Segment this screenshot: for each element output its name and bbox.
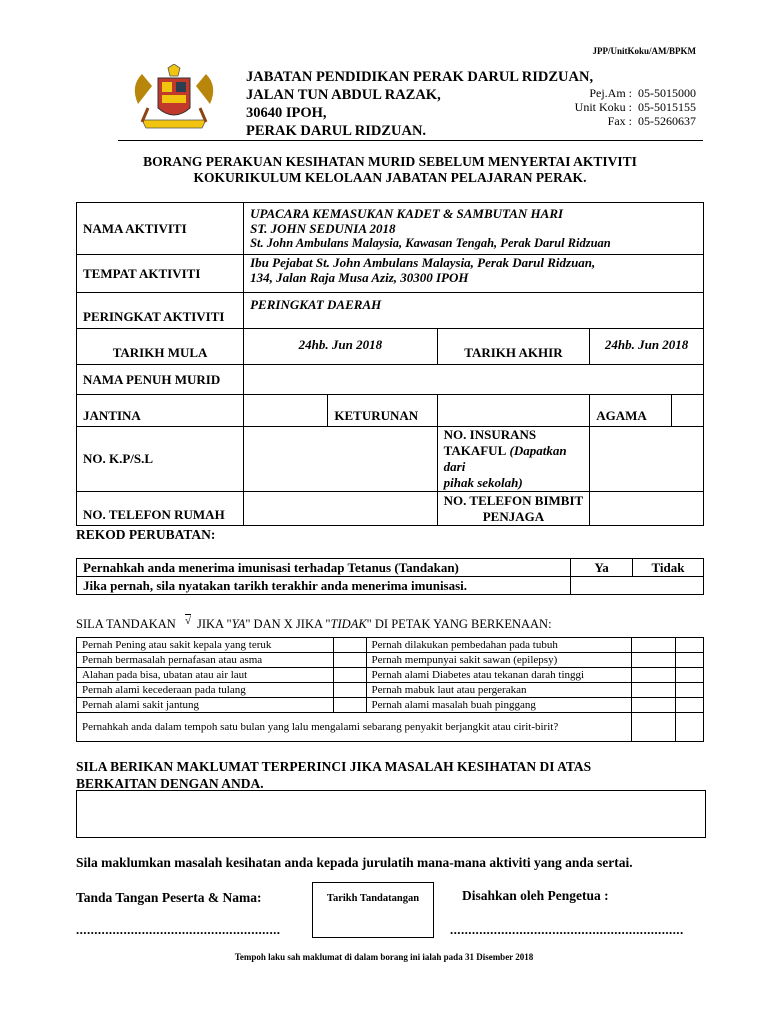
fullname-field[interactable] — [244, 365, 704, 395]
condition-checkbox[interactable] — [676, 698, 704, 713]
condition-right: Pernah alami Diabetes atau tekanan darah tinggi — [366, 668, 632, 683]
home-phone-label: NO. TELEFON RUMAH — [77, 492, 244, 526]
guardian-phone-label: NO. TELEFON BIMBIT PENJAGA — [437, 492, 590, 526]
reference-code: JPP/UnitKoku/AM/BPKM — [592, 46, 696, 56]
infection-question: Pernahkah anda dalam tempoh satu bulan yang lalu mengalami sebarang penyakit berjangkit atau cirit-birit? — [77, 713, 632, 742]
details-heading: SILA BERIKAN MAKLUMAT TERPERINCI JIKA MASALAH KESIHATAN DI ATAS BERKAITAN DENGAN ANDA. — [76, 759, 592, 791]
condition-checkbox[interactable] — [676, 638, 704, 653]
student-info-table — [76, 202, 704, 526]
condition-right: Pernah mempunyai sakit sawan (epilepsy) — [366, 653, 632, 668]
condition-left: Pernah alami kecederaan pada tulang — [77, 683, 334, 698]
contact-value: 05-5015000 — [638, 86, 696, 100]
details-textbox[interactable] — [76, 790, 706, 838]
ic-label: NO. K.P/S.L — [77, 427, 244, 492]
health-conditions-table — [76, 637, 704, 742]
principal-signature-line[interactable]: ................................................................ — [450, 922, 684, 937]
gender-label: JANTINA — [77, 395, 244, 427]
race-label: KETURUNAN — [328, 395, 437, 427]
condition-right: Pernah mabuk laut atau pergerakan — [366, 683, 632, 698]
participant-signature-line[interactable]: ........................................................ — [76, 922, 281, 937]
activity-name-value: UPACARA KEMASUKAN KADET & SAMBUTAN HARI ST. JOHN SEDUNIA 2018 St. John Ambulans Malaysia, Kawasan Tengah, Perak Darul Ridzuan — [244, 203, 704, 255]
tetanus-no-option[interactable]: Tidak — [633, 559, 704, 577]
condition-checkbox[interactable] — [632, 683, 676, 698]
tick-icon: √ — [184, 615, 191, 627]
immunization-table — [76, 558, 704, 595]
start-date-label: TARIKH MULA — [77, 329, 244, 365]
condition-checkbox[interactable] — [333, 683, 366, 698]
fullname-label: NAMA PENUH MURID — [77, 365, 244, 395]
notice-text: Sila maklumkan masalah kesihatan anda kepada jurulatih mana-mana aktiviti yang anda sertai. — [76, 855, 633, 870]
last-immunization-field[interactable] — [571, 577, 704, 595]
condition-checkbox[interactable] — [632, 713, 676, 742]
form-title-line-2: KOKURIKULUM KELOLAAN JABATAN PELAJARAN PERAK. — [193, 170, 587, 185]
tick-instruction: SILA TANDAKAN √ JIKA "YA" DAN X JIKA "TIDAK" DI PETAK YANG BERKENAAN: — [76, 615, 552, 631]
contact-label: Pej.Am : — [589, 86, 632, 100]
condition-checkbox[interactable] — [676, 668, 704, 683]
contact-value: 05-5260637 — [638, 114, 696, 128]
tetanus-question: Pernahkah anda menerima imunisasi terhadap Tetanus (Tandakan) — [77, 559, 571, 577]
header-line-2: JALAN TUN ABDUL RAZAK, — [246, 87, 441, 103]
condition-left: Pernah alami sakit jantung — [77, 698, 334, 713]
start-date-value: 24hb. Jun 2018 — [244, 329, 438, 365]
religion-label: AGAMA — [590, 395, 672, 427]
medical-heading: REKOD PERUBATAN: — [76, 527, 216, 542]
activity-name-label: NAMA AKTIVITI — [77, 203, 244, 255]
end-date-value: 24hb. Jun 2018 — [590, 329, 704, 365]
condition-checkbox[interactable] — [676, 653, 704, 668]
condition-checkbox[interactable] — [632, 668, 676, 683]
condition-right: Pernah alami masalah buah pinggang — [366, 698, 632, 713]
activity-place-label: TEMPAT AKTIVITI — [77, 255, 244, 293]
guardian-phone-field[interactable] — [590, 492, 704, 526]
header-divider — [118, 140, 703, 141]
last-immunization-question: Jika pernah, sila nyatakan tarikh terakhir anda menerima imunisasi. — [77, 577, 571, 595]
condition-checkbox[interactable] — [333, 653, 366, 668]
condition-right: Pernah dilakukan pembedahan pada tubuh — [366, 638, 632, 653]
condition-left: Pernah Pening atau sakit kepala yang teruk — [77, 638, 334, 653]
condition-checkbox[interactable] — [632, 698, 676, 713]
contact-numbers — [550, 86, 696, 128]
state-crest-logo — [128, 64, 220, 138]
contact-value: 05-5015155 — [638, 100, 696, 114]
gender-field[interactable] — [244, 395, 328, 427]
race-field[interactable] — [437, 395, 590, 427]
header-line-1: JABATAN PENDIDIKAN PERAK DARUL RIDZUAN, — [246, 69, 594, 85]
condition-checkbox[interactable] — [333, 698, 366, 713]
header-line-3: 30640 IPOH, — [246, 105, 327, 121]
insurance-label: NO. INSURANS TAKAFUL (Dapatkan dari pihak sekolah) — [437, 427, 590, 492]
contact-label: Unit Koku : — [574, 100, 632, 114]
signature-date-box[interactable]: Tarikh Tandatangan — [312, 882, 434, 938]
condition-checkbox[interactable] — [676, 713, 704, 742]
condition-left: Alahan pada bisa, ubatan atau air laut — [77, 668, 334, 683]
principal-label: Disahkan oleh Pengetua : — [462, 888, 609, 903]
condition-checkbox[interactable] — [333, 638, 366, 653]
participant-signature-label: Tanda Tangan Peserta & Nama: — [76, 890, 262, 905]
condition-checkbox[interactable] — [333, 668, 366, 683]
activity-level-label: PERINGKAT AKTIVITI — [77, 293, 244, 329]
header-line-4: PERAK DARUL RIDZUAN. — [246, 123, 427, 139]
activity-place-value: Ibu Pejabat St. John Ambulans Malaysia, Perak Darul Ridzuan, 134, Jalan Raja Musa Aziz, 30300 IPOH — [244, 255, 704, 293]
condition-left: Pernah bermasalah pernafasan atau asma — [77, 653, 334, 668]
tetanus-yes-option[interactable]: Ya — [571, 559, 633, 577]
end-date-label: TARIKH AKHIR — [437, 329, 590, 365]
home-phone-field[interactable] — [244, 492, 438, 526]
condition-checkbox[interactable] — [632, 638, 676, 653]
validity-footer: Tempoh laku sah maklumat di dalam borang ini ialah pada 31 Disember 2018 — [234, 952, 534, 962]
form-title-line-1: BORANG PERAKUAN KESIHATAN MURID SEBELUM MENYERTAI AKTIVITI — [143, 154, 637, 169]
insurance-field[interactable] — [590, 427, 704, 492]
department-header — [246, 68, 593, 140]
contact-label: Fax : — [607, 114, 632, 128]
activity-level-value: PERINGKAT DAERAH — [244, 293, 704, 329]
condition-checkbox[interactable] — [676, 683, 704, 698]
ic-field[interactable] — [244, 427, 438, 492]
religion-field[interactable] — [672, 395, 704, 427]
form-title — [76, 154, 704, 186]
condition-checkbox[interactable] — [632, 653, 676, 668]
